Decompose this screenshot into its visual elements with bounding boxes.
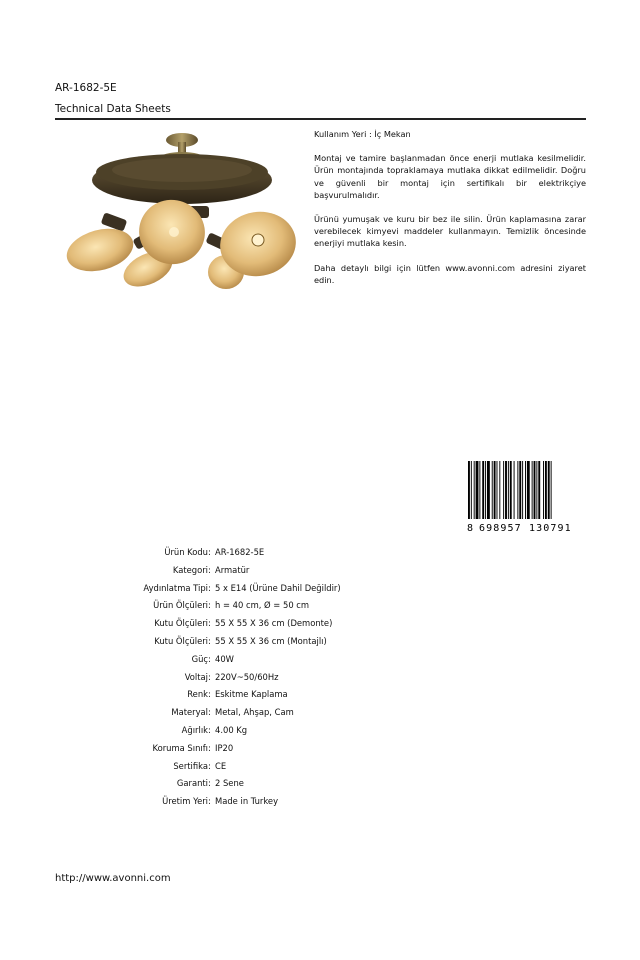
spec-row [0, 777, 640, 789]
spec-row [0, 564, 640, 576]
barcode-bar [527, 461, 530, 519]
spec-value: 55 X 55 X 36 cm (Demonte) [215, 618, 333, 629]
spec-label: Koruma Sınıfı [152, 742, 208, 753]
spec-row [0, 760, 640, 772]
barcode-bar [508, 461, 509, 519]
barcode-bar [505, 461, 507, 519]
footer-url[interactable]: http://www.avonni.com [55, 873, 171, 884]
barcode-bar [532, 461, 533, 519]
barcode-bar [536, 461, 537, 519]
product-image [62, 128, 302, 298]
spec-value: Armatür [215, 564, 250, 575]
barcode-bar [494, 461, 496, 519]
spec-label: Kutu Ölçüleri [154, 636, 208, 646]
spec-value: IP20 [215, 742, 234, 753]
spec-separator: : [208, 653, 211, 664]
spec-separator: : [208, 582, 211, 593]
spec-row [0, 671, 640, 683]
spec-row [0, 599, 640, 611]
spec-separator: : [208, 671, 211, 682]
barcode-bar [525, 461, 526, 519]
usage-info [314, 128, 586, 286]
spec-row [0, 653, 640, 665]
barcode-bar [519, 461, 521, 519]
website-paragraph: Daha detaylı bilgi için lütfen www.avonni.com adresini ziyaret edin. [314, 262, 586, 285]
barcode-group1: 698957 [479, 523, 522, 533]
spec-label: Üretim Yeri [162, 796, 208, 807]
barcode-bar [476, 461, 479, 519]
spec-separator: : [208, 778, 211, 789]
barcode-bar [545, 461, 547, 519]
barcode-bar [510, 461, 512, 519]
barcode-bar [492, 461, 493, 519]
product-code-heading: AR-1682-5E [55, 82, 117, 94]
spec-row [0, 688, 640, 700]
barcode-bar [514, 461, 515, 519]
spec-label: Güç [191, 653, 208, 664]
barcode-bar [551, 461, 552, 519]
spec-value: Metal, Ahşap, Cam [215, 707, 294, 718]
header-divider [55, 118, 586, 120]
spec-row [0, 795, 640, 807]
spec-separator: : [208, 796, 211, 807]
barcode-bar [548, 461, 550, 519]
barcode-bar [497, 461, 498, 519]
barcode-bar [503, 461, 504, 519]
barcode-first-digit: 8 [467, 523, 474, 533]
safety-paragraph: Montaj ve tamire başlanmadan önce enerji mutlaka kesilmelidir. Ürün montajında topraklamaya mutlaka dikkat edilmelidir. Doğru ve güvenli bir montaj için sertifikalı bir elektrikçiye başvurulmalıdır. [314, 153, 586, 200]
spec-row [0, 724, 640, 736]
barcode-bar [487, 461, 490, 519]
spec-row [0, 617, 640, 629]
spec-label: Ürün Ölçüleri [153, 600, 208, 611]
cleaning-paragraph: Ürünü yumuşak ve kuru bir bez ile silin. Ürün kaplamasına zarar verebilecek kimyevi maddeler kullanmayın. Temizlik öncesinde enerjiyi mutlaka kesin. [314, 214, 586, 249]
spec-value: h = 40 cm, Ø = 50 cm [215, 600, 310, 611]
barcode-bar [499, 461, 500, 519]
spec-separator: : [208, 618, 211, 629]
spec-label: Garanti [176, 778, 208, 789]
spec-separator: : [208, 600, 211, 611]
spec-value: Made in Turkey [215, 796, 279, 807]
spec-value: 40W [215, 653, 234, 664]
barcode-bar [522, 461, 523, 519]
barcode-bar [479, 461, 480, 519]
barcode-bar [543, 461, 544, 519]
spec-label: Kategori [172, 564, 208, 575]
spec-label: Voltaj [184, 671, 208, 682]
spec-value: AR-1682-5E [215, 547, 265, 557]
usage-location: Kullanım Yeri : İç Mekan [314, 129, 411, 139]
spec-row [0, 582, 640, 594]
barcode-bar [474, 461, 475, 519]
spec-value: CE [215, 760, 227, 771]
spec-separator: : [208, 547, 211, 557]
barcode-bar [534, 461, 536, 519]
barcode-bar [482, 461, 484, 519]
spec-row [0, 546, 640, 558]
barcode-bar [485, 461, 486, 519]
spec-label: Ağırlık [181, 725, 208, 735]
spec-label: Ürün Kodu [164, 547, 208, 557]
spec-separator: : [208, 564, 211, 575]
spec-value: Eskitme Kaplama [215, 689, 288, 700]
spec-label: Materyal [171, 707, 208, 718]
spec-label: Aydınlatma Tipi [143, 582, 208, 593]
spec-row [0, 635, 640, 647]
barcode-bar [538, 461, 540, 519]
spec-row [0, 742, 640, 754]
spec-label: Sertifika [173, 760, 208, 771]
spec-separator: : [208, 725, 211, 735]
spec-separator: : [208, 636, 211, 646]
barcode-bar [471, 461, 472, 519]
spec-value: 2 Sene [215, 778, 244, 789]
barcode-bar [468, 461, 470, 519]
spec-label: Renk [187, 689, 208, 700]
barcode-bars [468, 461, 552, 519]
document-subtitle: Technical Data Sheets [55, 103, 171, 115]
barcode [465, 461, 585, 533]
spec-separator: : [208, 707, 211, 718]
spec-label: Kutu Ölçüleri [154, 618, 208, 629]
spec-value: 4.00 Kg [215, 725, 248, 735]
barcode-group2: 130791 [529, 523, 572, 533]
spec-separator: : [208, 742, 211, 753]
spec-value: 5 x E14 (Ürüne Dahil Değildir) [215, 582, 341, 593]
spec-value: 220V~50/60Hz [215, 671, 279, 682]
spec-value: 55 X 55 X 36 cm (Montajlı) [215, 636, 327, 646]
spec-separator: : [208, 760, 211, 771]
spec-separator: : [208, 689, 211, 700]
spec-row [0, 706, 640, 718]
barcode-bar [517, 461, 518, 519]
